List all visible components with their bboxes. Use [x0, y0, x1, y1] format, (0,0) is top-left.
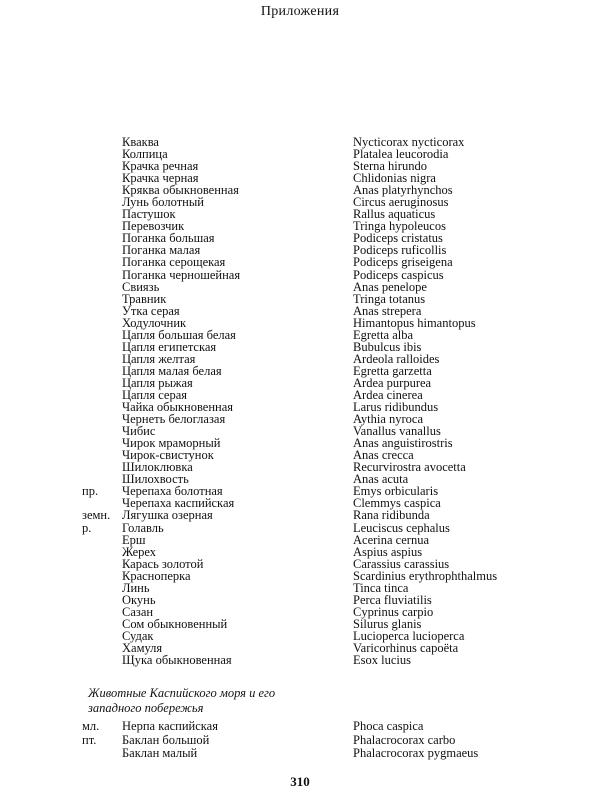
species-row — [0, 582, 600, 594]
latin-name: Aythia nyroca — [353, 412, 424, 427]
russian-name: Сазан — [122, 604, 154, 619]
latin-name: Bubulcus ibis — [353, 339, 422, 354]
species-table — [0, 136, 600, 666]
group-tag: земн. — [82, 508, 111, 523]
species-row — [0, 389, 600, 401]
species-row — [0, 377, 600, 389]
latin-name: Anas penelope — [353, 279, 427, 294]
species-row — [0, 747, 600, 761]
russian-name: Сом обыкновенный — [122, 616, 228, 631]
latin-name: Egretta alba — [353, 327, 414, 342]
species-row — [0, 534, 600, 546]
species-row — [0, 329, 600, 341]
russian-name: Крачка речная — [122, 159, 199, 174]
russian-name: Шилоклювка — [122, 460, 193, 475]
latin-name: Anas acuta — [353, 472, 409, 487]
russian-name: Цапля серая — [122, 387, 188, 402]
latin-name: Egretta garzetta — [353, 363, 432, 378]
species-row — [0, 642, 600, 654]
species-row — [0, 136, 600, 148]
russian-name: Колпица — [122, 147, 168, 162]
species-row — [0, 485, 600, 497]
latin-name: Anas strepera — [353, 303, 422, 318]
latin-name: Podiceps cristatus — [353, 231, 443, 246]
latin-name: Lucioperca lucioperca — [353, 628, 465, 643]
section-heading-caspian: Животные Каспийского моря и его западного побережья — [88, 686, 276, 715]
latin-name: Phalacrocorax pygmaeus — [353, 746, 479, 760]
latin-name: Rana ridibunda — [353, 508, 430, 523]
species-row — [0, 461, 600, 473]
russian-name: Судак — [122, 628, 154, 643]
group-tag: пр. — [82, 484, 99, 499]
russian-name: Поганка большая — [122, 231, 215, 246]
latin-name: Tringa totanus — [353, 291, 426, 306]
latin-name: Phalacrocorax carbo — [353, 732, 456, 747]
species-row — [0, 293, 600, 305]
russian-name: Черепаха каспийская — [122, 496, 235, 511]
russian-name: Пастушок — [122, 207, 176, 222]
latin-name: Circus aeruginosus — [353, 195, 449, 210]
species-row — [0, 594, 600, 606]
russian-name: Чирок мраморный — [122, 436, 221, 451]
latin-name: Clemmys caspica — [353, 496, 441, 511]
species-row — [0, 654, 600, 666]
latin-name: Carassius carassius — [353, 556, 450, 571]
species-row — [0, 160, 600, 172]
species-row — [0, 305, 600, 317]
species-row — [0, 148, 600, 160]
russian-name: Окунь — [122, 592, 156, 607]
latin-name: Phoca caspica — [353, 719, 424, 733]
latin-name: Aspius aspius — [353, 544, 423, 559]
latin-name: Larus ridibundus — [353, 400, 439, 415]
russian-name: Нерпа каспийская — [122, 719, 218, 733]
russian-name: Карась золотой — [122, 556, 204, 571]
species-row — [0, 720, 600, 734]
russian-name: Лунь болотный — [122, 195, 204, 210]
latin-name: Acerina cernua — [353, 532, 429, 547]
species-row — [0, 208, 600, 220]
species-row — [0, 172, 600, 184]
latin-name: Emys orbicularis — [353, 484, 439, 499]
russian-name: Кваква — [122, 135, 159, 149]
latin-name: Rallus aquaticus — [353, 207, 436, 222]
species-row — [0, 509, 600, 521]
russian-name: Баклан большой — [122, 732, 210, 747]
latin-name: Recurvirostra avocetta — [353, 460, 466, 475]
russian-name: Поганка малая — [122, 243, 201, 258]
russian-name: Шилохвость — [122, 472, 189, 487]
russian-name: Кряква обыкновенная — [122, 183, 239, 198]
group-tag: пт. — [82, 732, 97, 747]
species-row — [0, 449, 600, 461]
russian-name: Перевозчик — [122, 219, 185, 234]
russian-name: Цапля египетская — [122, 339, 217, 354]
russian-name: Чирок-свистунок — [122, 448, 214, 463]
species-row — [0, 437, 600, 449]
latin-name: Anas crecca — [353, 448, 414, 463]
russian-name: Ерш — [122, 532, 146, 547]
latin-name: Silurus glanis — [353, 616, 422, 631]
species-row — [0, 256, 600, 268]
species-row — [0, 522, 600, 534]
latin-name: Podiceps ruficollis — [353, 243, 447, 258]
russian-name: Хамуля — [122, 640, 163, 655]
species-row — [0, 220, 600, 232]
group-tag: мл. — [82, 719, 100, 733]
species-row — [0, 570, 600, 582]
species-row — [0, 425, 600, 437]
latin-name: Podiceps caspicus — [353, 267, 444, 282]
species-row — [0, 618, 600, 630]
russian-name: Травник — [122, 291, 167, 306]
russian-name: Голавль — [122, 520, 164, 535]
species-row — [0, 281, 600, 293]
species-row — [0, 630, 600, 642]
page-header: Приложения — [260, 4, 340, 19]
russian-name: Черепаха болотная — [122, 484, 223, 499]
russian-name: Красноперка — [122, 568, 191, 583]
latin-name: Scardinius erythrophthalmus — [353, 568, 498, 583]
latin-name: Chlidonias nigra — [353, 171, 436, 186]
species-row — [0, 269, 600, 281]
latin-name: Ardeola ralloides — [353, 351, 440, 366]
latin-name: Platalea leucorodia — [353, 147, 449, 162]
latin-name: Podiceps griseigena — [353, 255, 453, 270]
latin-name: Cyprinus carpio — [353, 604, 434, 619]
russian-name: Утка серая — [122, 303, 180, 318]
russian-name: Чибис — [122, 424, 156, 439]
species-row — [0, 232, 600, 244]
species-row — [0, 558, 600, 570]
russian-name: Крачка черная — [122, 171, 199, 186]
russian-name: Чернеть белоглазая — [122, 412, 226, 427]
latin-name: Vanallus vanallus — [353, 424, 441, 439]
russian-name: Цапля рыжая — [122, 375, 193, 390]
russian-name: Щука обыкновенная — [122, 653, 232, 668]
species-row — [0, 734, 600, 748]
latin-name: Perca fluviatilis — [353, 592, 432, 607]
latin-name: Esox lucius — [353, 653, 411, 668]
latin-name: Himantopus himantopus — [353, 315, 476, 330]
latin-name: Sterna hirundo — [353, 159, 427, 174]
group-tag: р. — [82, 520, 92, 535]
latin-name: Varicorhinus capoëta — [353, 640, 459, 655]
russian-name: Лягушка озерная — [122, 508, 213, 523]
latin-name: Tinca tinca — [353, 580, 409, 595]
russian-name: Чайка обыкновенная — [122, 400, 233, 415]
species-row — [0, 317, 600, 329]
latin-name: Leuciscus cephalus — [353, 520, 450, 535]
species-row — [0, 546, 600, 558]
latin-name: Nycticorax nycticorax — [353, 135, 465, 149]
species-row — [0, 413, 600, 425]
russian-name: Ходулочник — [122, 315, 187, 330]
species-row — [0, 401, 600, 413]
latin-name: Ardea cinerea — [353, 387, 423, 402]
latin-name: Ardea purpurea — [353, 375, 432, 390]
russian-name: Поганка серощекая — [122, 255, 226, 270]
caspian-species-table — [0, 720, 600, 761]
russian-name: Цапля желтая — [122, 351, 196, 366]
latin-name: Tringa hypoleucos — [353, 219, 446, 234]
species-row — [0, 606, 600, 618]
species-row — [0, 244, 600, 256]
latin-name: Anas platyrhynchos — [353, 183, 453, 198]
species-row — [0, 184, 600, 196]
page-number: 310 — [290, 774, 310, 789]
russian-name: Свиязь — [122, 279, 160, 294]
russian-name: Линь — [122, 580, 150, 595]
species-row — [0, 353, 600, 365]
species-row — [0, 365, 600, 377]
russian-name: Поганка черношейная — [122, 267, 241, 282]
russian-name: Цапля малая белая — [122, 363, 222, 378]
species-row — [0, 341, 600, 353]
latin-name: Anas anguistirostris — [353, 436, 453, 451]
russian-name: Баклан малый — [122, 746, 198, 760]
russian-name: Жерех — [122, 544, 156, 559]
russian-name: Цапля большая белая — [122, 327, 236, 342]
species-row — [0, 196, 600, 208]
